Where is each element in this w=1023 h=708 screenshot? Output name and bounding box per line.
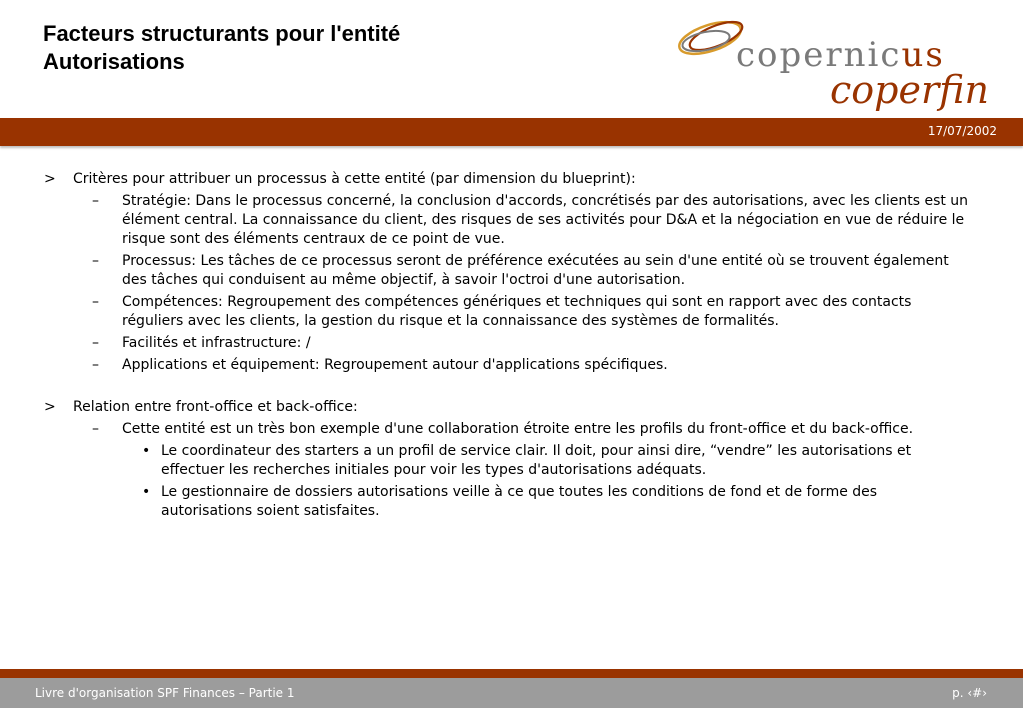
sub-item-coordinateur: Le coordinateur des starters a un profil de service clair. Il doit, pour ainsi dire, “vendre” les autorisations et effectuer les recherches initiales pour voir les types d'autorisations adéquats. — [161, 443, 912, 478]
footer-title: Livre d'organisation SPF Finances – Partie 1 — [35, 686, 295, 700]
logo-line-2: coperfin — [830, 68, 989, 112]
footer — [0, 678, 1023, 708]
dash-marker: – — [92, 335, 99, 351]
sub-item-gestionnaire: Le gestionnaire de dossiers autorisations veille à ce que toutes les conditions de fond et de forme des autorisations soient satisfaites. — [161, 484, 878, 519]
item-competences: Compétences: Regroupement des compétences génériques et techniques qui sont en rapport avec des contacts réguliers avec les clients, la gestion du risque et la connaissance des systèmes de formalités. — [122, 294, 912, 329]
dash-marker: – — [92, 421, 99, 437]
list-item — [0, 293, 1023, 331]
list-item — [0, 334, 1023, 353]
copernicus-coperfin-logo — [670, 8, 990, 113]
bullet-marker: > — [44, 399, 56, 415]
footer-band — [0, 669, 1023, 678]
bullet-marker: > — [44, 171, 56, 187]
slide-body — [0, 170, 1023, 524]
section-2-heading — [0, 398, 1023, 417]
page-number: p. ‹#› — [952, 686, 987, 700]
item-processus: Processus: Les tâches de ce processus seront de préférence exécutées au sein d'une entité où se trouvent également des tâches qui conduisent au même objectif, à savoir l'octroi d'une autorisation. — [122, 253, 949, 288]
item-collaboration: Cette entité est un très bon exemple d'une collaboration étroite entre les profils du front-office et du back-office. — [122, 421, 914, 437]
dash-marker: – — [92, 253, 99, 269]
item-facilites: Facilités et infrastructure: / — [122, 335, 311, 351]
section-1-text: Critères pour attribuer un processus à cette entité (par dimension du blueprint): — [73, 171, 636, 187]
section-2-text: Relation entre front-office et back-office: — [73, 399, 358, 415]
section-1-heading — [0, 170, 1023, 189]
list-item — [0, 442, 1023, 480]
list-item — [0, 483, 1023, 521]
item-strategie: Stratégie: Dans le processus concerné, la conclusion d'accords, concrétisés par des autorisations, avec les clients est un élément central. La connaissance du client, des risques de ses activités pour D&A et la négociation en vue de réduire le risque sont des éléments centraux de ce point de vue. — [122, 193, 969, 247]
page-title — [43, 20, 603, 76]
dash-marker: – — [92, 357, 99, 373]
title-line-2: Autorisations — [43, 49, 185, 74]
title-line-1: Facteurs structurants pour l'entité — [43, 21, 401, 46]
list-item — [0, 420, 1023, 439]
header-band — [0, 118, 1023, 146]
list-item — [0, 356, 1023, 375]
logo-line-1: copernicus — [736, 35, 945, 75]
dot-marker: • — [142, 484, 151, 500]
list-item — [0, 192, 1023, 249]
dash-marker: – — [92, 294, 99, 310]
dot-marker: • — [142, 443, 151, 459]
item-applications: Applications et équipement: Regroupement autour d'applications spécifiques. — [122, 357, 668, 373]
slide-date: 17/07/2002 — [927, 124, 997, 138]
list-item — [0, 252, 1023, 290]
dash-marker: – — [92, 193, 99, 209]
